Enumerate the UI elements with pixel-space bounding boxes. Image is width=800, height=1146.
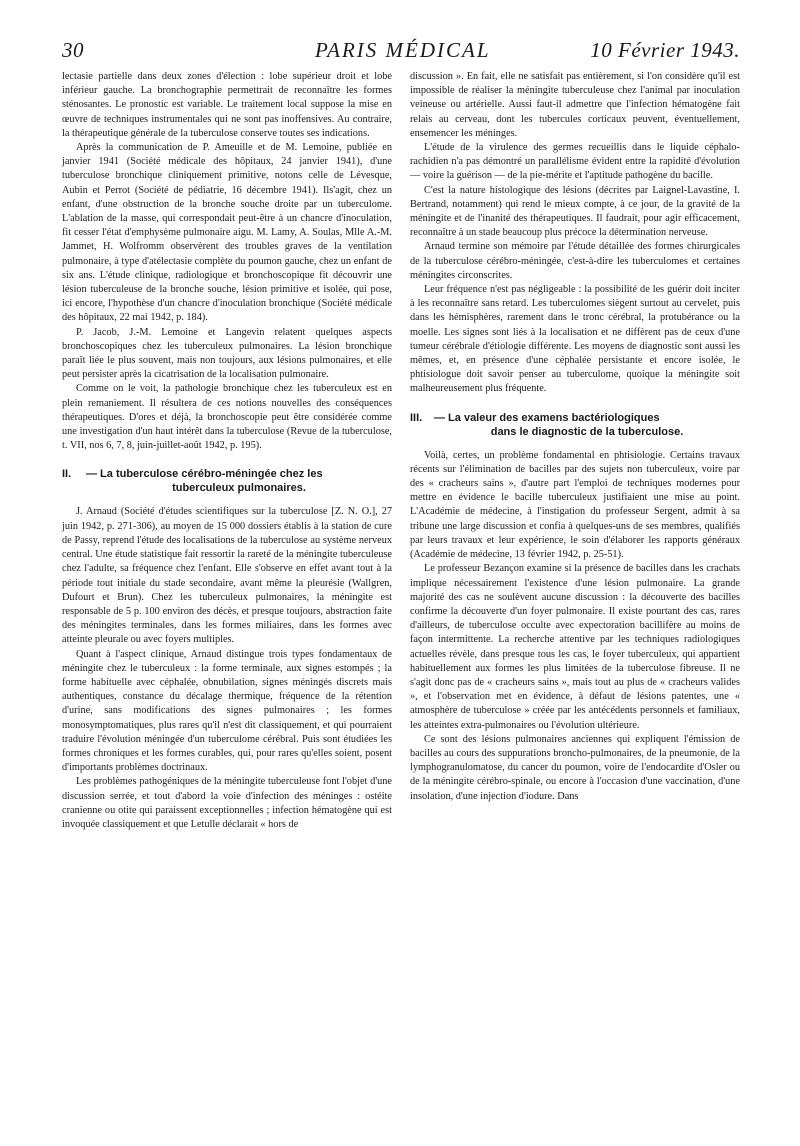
paragraph: L'étude de la virulence des germes recueillis dans le liquide céphalo-rachidien n'a pas démontré un parallélisme évident entre la rapidité d'évolution — voire la guérison — de la pie-mérite et l'aptitude pathogène du bacille. <box>410 142 740 182</box>
section-number: III. <box>410 411 423 424</box>
section-title-line2: tuberculeux pulmonaires. <box>172 482 306 495</box>
paragraph: Quant à l'aspect clinique, Arnaud distingue trois types fondamentaux de méningite chez le tuberculeux : la forme terminale, aux signes estompés ; la forme habituelle avec céphalée, obnubilation, signes méningés discrets mais authentiques, constance du décalage thermique, fréquence de la rétention d'urine, sans modifications des signes pulmonaires ; les formes monosymptomatiques, plus rares qu'il n'est dit classiquement, et qui pourraient traduire l'évolution méningée d'un tuberculome cérébral. Puis sont étudiées les formes chroniques et les formes curables, qui, pour rares qu'elles soient, posent d'importants problèmes doctrinaux. <box>62 648 392 774</box>
paragraph: Arnaud termine son mémoire par l'étude détaillée des formes chirurgicales de la tuberculose cérébro-méningée, c'est-à-dire les tuberculomes et certaines méningites circonscrites. <box>410 241 740 281</box>
section-title-line2: dans le diagnostic de la tuberculose. <box>490 425 684 438</box>
issue-date: 10 Février 1943. <box>590 38 740 62</box>
journal-title: PARIS MÉDICAL <box>315 38 491 62</box>
paragraph: Voilà, certes, un problème fondamental en phtisiologie. Certains travaux récents sur l'élimination de bacilles par des sujets non tuberculeux, voire par des « cracheurs sains », d'autre part l'emploi de techniques modernes pour mettre en évidence le bacille tuberculeux justifiaient une mise au point. L'Académie de médecine, à l'instigation du professeur Sergent, admit à sa tribune une large discussion et confia à quelques-uns de ses membres, qualifiés par leurs travaux et leur expérience, le soin d'élaborer les rapports généraux (Académie de médecine, 13 février 1942, p. 25-51). <box>410 449 740 561</box>
paragraph: J. Arnaud (Société d'études scientifiques sur la tuberculose [Z. N. O.], 27 juin 1942, p. 271-306), au moyen de 15 000 dossiers établis à la station de cure de Passy, reprend l'étude des localisations de la tuberculose au système nerveux central. Une étude statistique fait ressortir la rareté de la méningite tuberculeuse chez l'adulte, sa fréquence chez l'enfant. Elle s'observe en effet avant tout à la période tout initiale du stade secondaire, avant même la pleurésie (Wallgren, Dufourt et Brun). Chez les tuberculeux pulmonaires, la méningite est responsable de 5 p. 100 environ des décès, et presque toujours, abstraction faite des méningites terminales, dans les formes miliaires, dans les formes avec atteinte pleurale ou avec foyers multiples. <box>62 506 392 646</box>
section-heading-3 <box>410 411 740 439</box>
paragraph: Ce sont des lésions pulmonaires anciennes qui expliquent l'émission de bacilles au cours des suppurations broncho-pulmonaires, de la pneumonie, de la lymphogranulomatose, du cancer du poumon, voire de l'endocardite d'Osler ou de la méningite cérébro-spinale, ou encore à l'occasion d'une vaccination, d'une insolation, d'une injection d'iodure. Dans <box>410 733 740 802</box>
paragraph: discussion ». En fait, elle ne satisfait pas entièrement, si l'on considère qu'il est impossible de réaliser la méningite tuberculeuse chez l'animal par inoculation veineuse ou artérielle. Aussi faut-il admettre que l'infection hématogène fait relais au cerveau, dont les tubercules corticaux peuvent, éventuellement, ensemencer les méninges. <box>410 71 740 139</box>
text-columns <box>62 70 740 832</box>
section-title-line1: — La tuberculose cérébro-méningée chez les <box>86 468 323 481</box>
paragraph: Après la communication de P. Ameuille et de M. Lemoine, publiée en janvier 1941 (Société médicale des hôpitaux, 24 janvier 1941), d'une tuberculose bronchique cliniquement primitive, notons celle de Lévesque, Aubin et Perrot (Société de pédiatrie, 16 décembre 1941). Ils'agit, chez un enfant, d'une obstruction de la bronche souche droite par un tuberculome. L'ablation de la masse, qui correspondait peut-être à un chancre d'inoculation, fit cesser l'état d'emphysème pulmonaire aigu. M. Lamy, A. Soulas, Mlle A.-M. Jammet, H. Wolfromm observèrent des troubles graves de la ventilation pulmonaire, à type d'atélectasie complète du poumon gauche, chez un enfant de six ans. L'étude clinique, radiologique et bronchoscopique fit découvrir une lésion tuberculeuse de la bronche souche, lésion primitive et isolée, qui pose, ici encore, l'hypothèse d'un chancre d'inoculation bronchique (Société médicale des hôpitaux, 22 mai 1942, p. 184). <box>62 142 392 324</box>
right-column <box>410 70 740 832</box>
paragraph: Le professeur Bezançon examine si la présence de bacilles dans les crachats implique nécessairement l'existence d'une lésion pulmonaire. La grande majorité des cas ne soulèvent aucune discussion : la découverte des bacilles confirme la découverte d'un foyer pulmonaire. Il existe pourtant des cas, rares d'ailleurs, de tuberculose occulte avec expectoration bacillifère au moins de façon intermittente. La recherche attentive par les techniques radiologiques actuelles révèle, dans presque tous les cas, le foyer tuberculeux, qui appartient habituellement aux formes les plus limitées de la tuberculose fibreuse. Il ne s'agit donc pas de « cracheurs sains », mais tout au plus de « cracheurs valides », et l'observation met en évidence, à défaut de lésions patentes, une « atmosphère de tuberculose » créée par les antécédents personnels et familiaux, les atteintes extra-pulmonaires ou l'évolution ultérieure. <box>410 563 740 731</box>
section-heading-2 <box>62 467 392 495</box>
section-title-line1: — La valeur des examens bactériologiques <box>434 411 660 424</box>
paragraph: Leur fréquence n'est pas négligeable : la possibilité de les guérir doit inciter à les reconnaître sans retard. Les tuberculomes siègent surtout au cervelet, puis dans les hémisphères, rarement dans le tronc cérébral, la protubérance ou la moelle. Les signes sont liés à la localisation et ne diffèrent pas de ceux d'une tumeur cérébrale d'étiologie différente. Les moyens de diagnostic sont aussi les mêmes, et, en présence d'une céphalée persistante et encore isolée, le phtisiologue doit savoir penser au tuberculome, quoique la méningite soit malheureusement plus fréquente. <box>410 284 740 395</box>
paragraph: Les problèmes pathogéniques de la méningite tuberculeuse font l'objet d'une discussion serrée, et tout d'abord la voie d'infection des méninges : ostéite cranienne ou otite qui paraissent exceptionnelles ; infection hématogène qui est invoquée classiquement et que Letulle déclarait « hors de <box>62 776 392 830</box>
paragraph: P. Jacob, J.-M. Lemoine et Langevin relatent quelques aspects bronchoscopiques chez les tuberculeux pulmonaires. La lésion bronchique paraît liée le plus souvent, mais non toujours, aux lésions pulmonaires, et elle peut persister après la cicatrisation de la localisation pulmonaire. <box>62 326 392 381</box>
left-column <box>62 70 392 832</box>
section-number: II. <box>62 468 72 481</box>
running-header <box>62 0 740 70</box>
paragraph: C'est la nature histologique des lésions (décrites par Laignel-Lavastine, I. Bertrand, notamment) qui rend le mieux compte, à ce jour, de la gravité de la méningite et de l'inanité des thérapeutiques. Il faudrait, pour agir efficacement, reconnaître à un stade beaucoup plus précoce la détermination nerveuse. <box>410 184 740 239</box>
page-number: 30 <box>62 38 84 62</box>
paragraph: lectasie partielle dans deux zones d'élection : lobe supérieur droit et lobe inférieur gauche. La bronchographie permettrait de reconnaître les formes sténosantes. Le pronostic est variable. Le traitement local suppose la mise en œuvre de techniques instrumentales qui ne sont pas inoffensives. Au contraire, la thérapeutique générale de la tuberculose conserve toutes ses indications. <box>62 71 392 139</box>
paragraph: Comme on le voit, la pathologie bronchique chez les tuberculeux est en plein remaniement. Il résultera de ces notions nouvelles des conséquences thérapeutiques. D'ores et déjà, la bronchoscopie peut être considérée comme une investigation d'un haut intérêt dans la tuberculose (Revue de la tuberculose, t. VII, nos 6, 7, 8, juin-juillet-août 1942, p. 195). <box>62 383 392 452</box>
